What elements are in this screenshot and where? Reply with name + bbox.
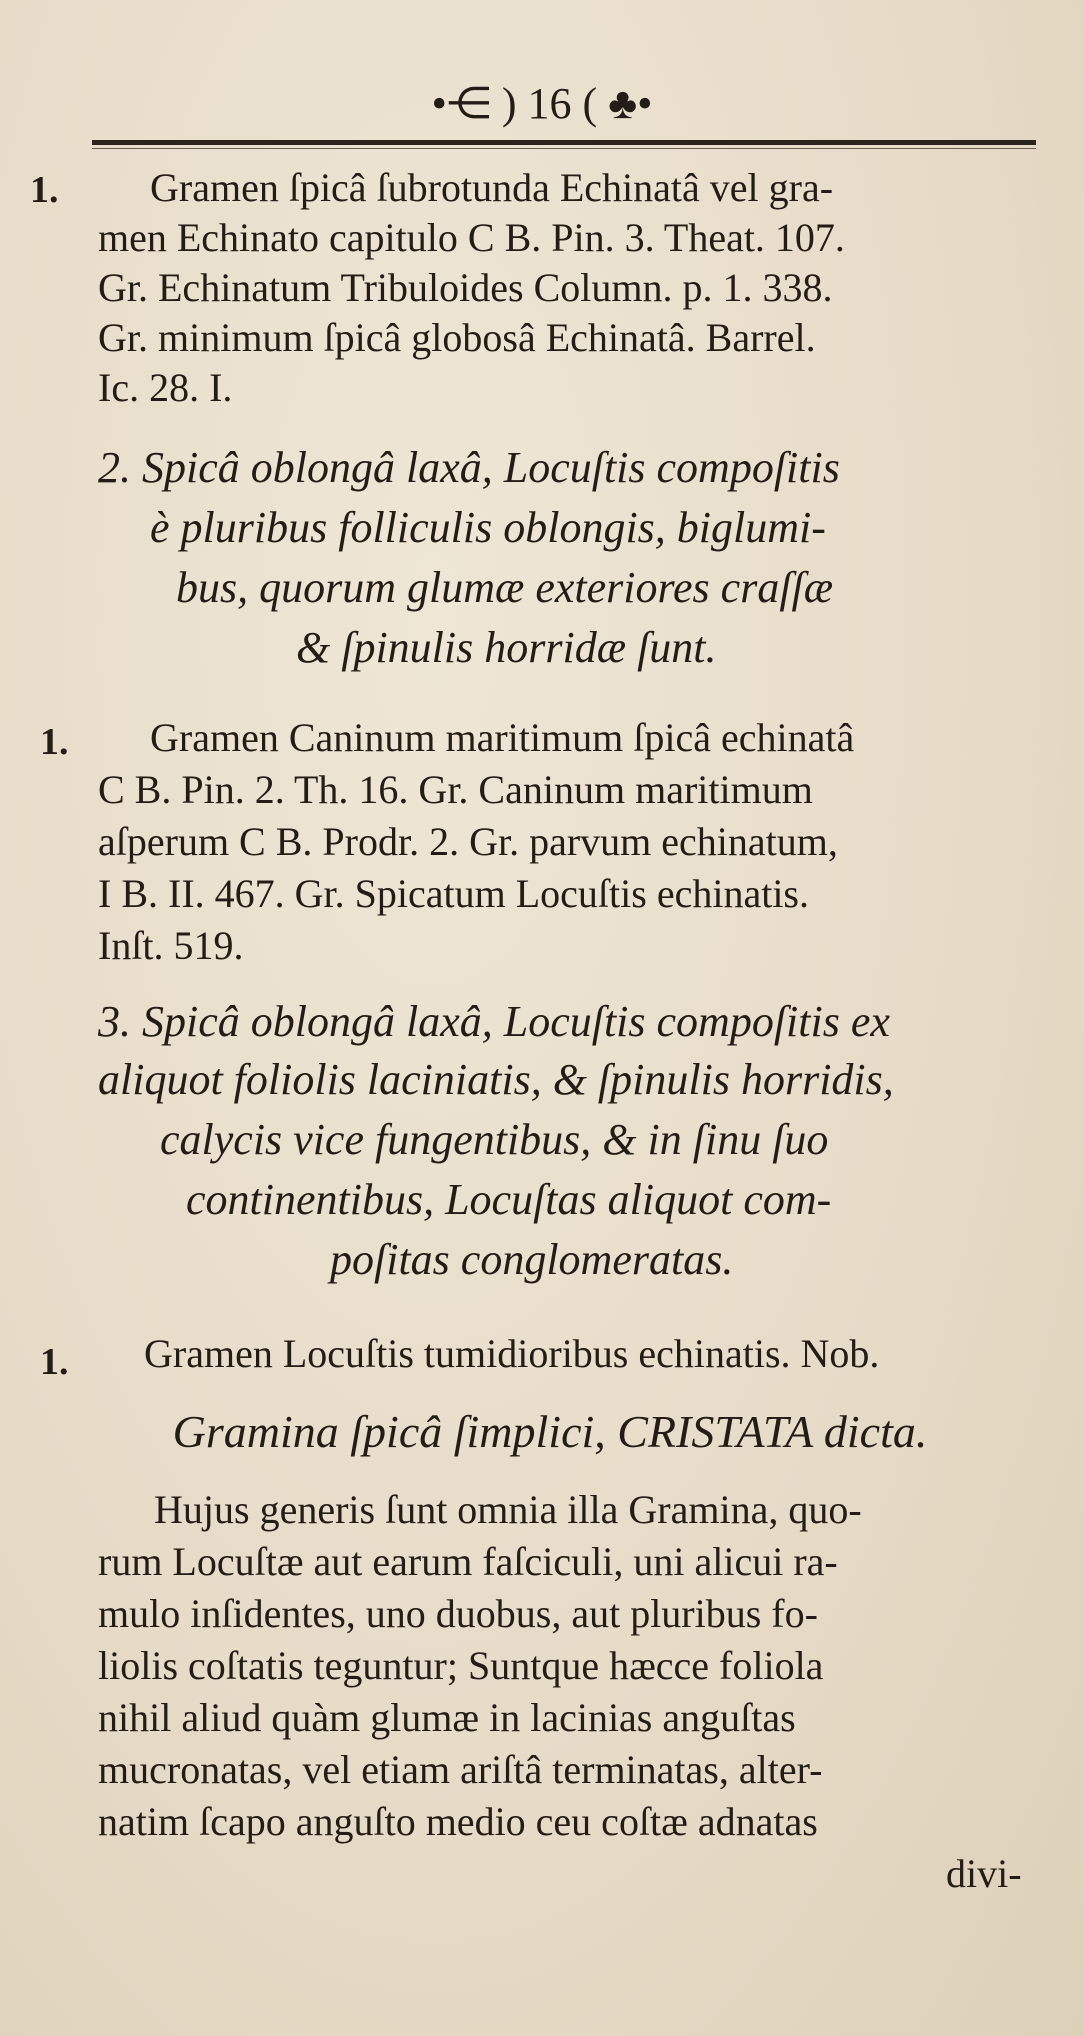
section-heading: Gramina ſpicâ ſimplici, CRISTATA dicta. <box>172 1406 928 1457</box>
italic-line: aliquot foliolis laciniatis, & ſpinulis horridis, <box>98 1055 894 1104</box>
catchword: divi- <box>946 1851 1022 1896</box>
paragraph-line: nihil aliud quàm glumæ in lacinias anguſtas <box>98 1695 796 1740</box>
paragraph-line: natim ſcapo anguſto medio ceu coſtæ adnatas <box>98 1799 818 1844</box>
text-line: Inſt. 519. <box>98 923 244 968</box>
text-line: Gramen ſpicâ ſubrotunda Echinatâ vel gra- <box>150 165 834 210</box>
entry-number: 1. <box>30 169 59 211</box>
text-line: Gramen Locuſtis tumidioribus echinatis. Nob. <box>144 1331 880 1376</box>
italic-line: è pluribus folliculis oblongis, biglumi- <box>150 503 826 552</box>
paragraph-line: mucronatas, vel etiam ariſtâ terminatas, alter- <box>98 1747 823 1792</box>
paragraph-line: mulo inſidentes, uno duobus, aut pluribus fo- <box>98 1591 818 1636</box>
italic-line: & ſpinulis horridæ ſunt. <box>296 623 717 672</box>
italic-line: 2. Spicâ oblongâ laxâ, Locuſtis compoſitis <box>98 443 840 492</box>
text-line: C B. Pin. 2. Th. 16. Gr. Caninum maritimum <box>98 767 813 812</box>
text-line: aſperum C B. Prodr. 2. Gr. parvum echinatum, <box>98 819 838 864</box>
text-line: Gr. Echinatum Tribuloides Column. p. 1. 338. <box>98 265 833 310</box>
text-line: Gr. minimum ſpicâ globosâ Echinatâ. Barrel. <box>98 315 816 360</box>
italic-line: bus, quorum glumæ exteriores craſſæ <box>176 563 834 612</box>
italic-line: calycis vice fungentibus, & in ſinu ſuo <box>160 1115 829 1164</box>
page-header: •⋲ ) 16 ( ♣• <box>431 79 653 128</box>
header-rule-thin <box>92 148 1036 149</box>
paragraph-line: liolis coſtatis teguntur; Suntque hæcce foliola <box>98 1643 824 1688</box>
header-rule <box>92 140 1036 145</box>
italic-line: poſitas conglomeratas. <box>330 1235 734 1284</box>
italic-line: continentibus, Locuſtas aliquot com- <box>186 1175 832 1224</box>
text-line: Ic. 28. I. <box>98 365 233 410</box>
text-line: men Echinato capitulo C B. Pin. 3. Theat. 107. <box>98 215 845 260</box>
paragraph-line: rum Locuſtæ aut earum faſciculi, uni alicui ra- <box>98 1539 838 1584</box>
text-line: I B. II. 467. Gr. Spicatum Locuſtis echinatis. <box>98 871 809 916</box>
entry-number: 1. <box>40 1341 69 1383</box>
italic-line: 3. Spicâ oblongâ laxâ, Locuſtis compoſitis ex <box>98 997 890 1046</box>
entry-number: 1. <box>40 721 69 763</box>
text-line: Gramen Caninum maritimum ſpicâ echinatâ <box>150 715 855 760</box>
paragraph-line: Hujus generis ſunt omnia illa Gramina, quo- <box>154 1487 862 1532</box>
